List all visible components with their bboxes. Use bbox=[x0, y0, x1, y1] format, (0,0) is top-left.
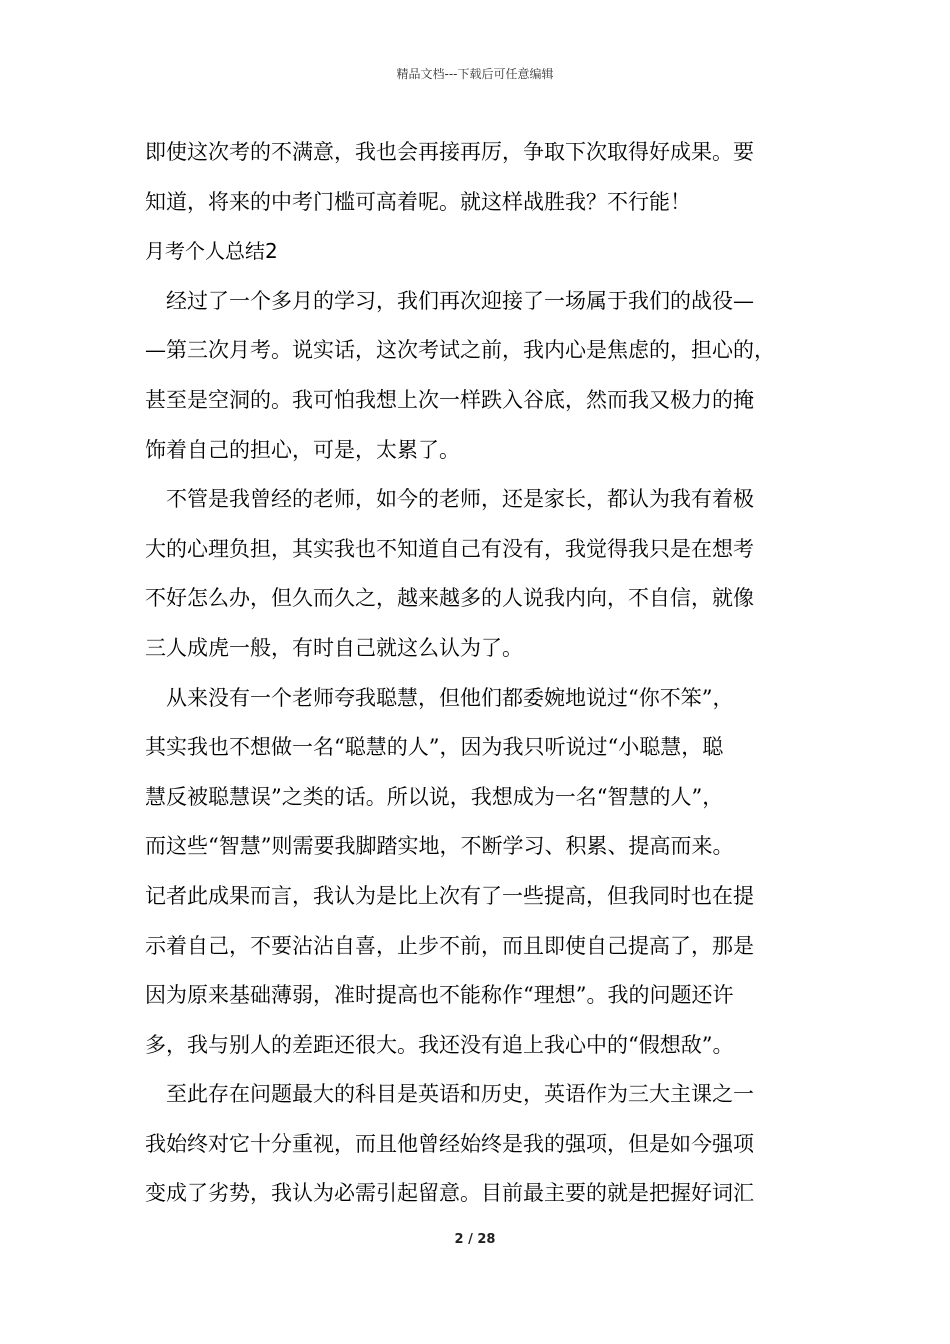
text-line: 慧反被聪慧误”之类的话。所以说，我想成为一名“智慧的人”， bbox=[145, 784, 724, 809]
text-line: 至此存在问题最大的科目是英语和历史，英语作为三大主课之一 bbox=[166, 1082, 754, 1107]
page-number: 2 / 28 bbox=[454, 1232, 496, 1247]
text-line: 不管是我曾经的老师，如今的老师，还是家长，都认为我有着极 bbox=[166, 487, 754, 512]
text-line: 甚至是空洞的。我可怕我想上次一样跌入谷底，然而我又极力的掩 bbox=[145, 387, 754, 412]
text-line: 即使这次考的不满意，我也会再接再厉，争取下次取得好成果。要 bbox=[145, 140, 754, 164]
text-line: 其实我也不想做一名“聪慧的人”，因为我只听说过“小聪慧，聪 bbox=[145, 735, 724, 760]
text-line: 变成了劣势，我认为必需引起留意。目前最主要的就是把握好词汇 bbox=[145, 1181, 754, 1206]
text-line: 从来没有一个老师夸我聪慧，但他们都委婉地说过“你不笨”， bbox=[166, 685, 734, 710]
page-header: 精品文档---下载后可任意编辑 bbox=[396, 67, 554, 81]
document-body bbox=[145, 128, 810, 1219]
text-line: 而这些“智慧”则需要我脚踏实地，不断学习、积累、提高而来。 bbox=[145, 834, 734, 859]
text-line: 经过了一个多月的学习，我们再次迎接了一场属于我们的战役— bbox=[166, 288, 754, 313]
text-line: 多，我与别人的差距还很大。我还没有追上我心中的“假想敌”。 bbox=[145, 1032, 734, 1057]
text-line: 不好怎么办，但久而久之，越来越多的人说我内向，不自信，就像 bbox=[145, 586, 754, 611]
text-line: 记者此成果而言，我认为是比上次有了一些提高，但我同时也在提 bbox=[145, 883, 754, 908]
text-line: 示着自己，不要沾沾自喜，止步不前，而且即使自己提高了，那是 bbox=[145, 933, 754, 958]
text-line: 大的心理负担，其实我也不知道自己有没有，我觉得我只是在想考 bbox=[145, 536, 754, 561]
text-line: 饰着自己的担心，可是，太累了。 bbox=[145, 437, 460, 462]
text-line: 我始终对它十分重视，而且他曾经始终是我的强项，但是如今强项 bbox=[145, 1131, 754, 1156]
text-line: 三人成虎一般，有时自己就这么认为了。 bbox=[145, 635, 523, 660]
text-line: 知道，将来的中考门槛可高着呢。就这样战胜我？不行能！ bbox=[145, 189, 691, 214]
text-line: —第三次月考。说实话，这次考试之前，我内心是焦虑的，担心的， bbox=[145, 338, 775, 363]
text-line: 因为原来基础薄弱，准时提高也不能称作“理想”。我的问题还许 bbox=[145, 983, 734, 1008]
section-heading: 月考个人总结2 bbox=[145, 239, 278, 264]
